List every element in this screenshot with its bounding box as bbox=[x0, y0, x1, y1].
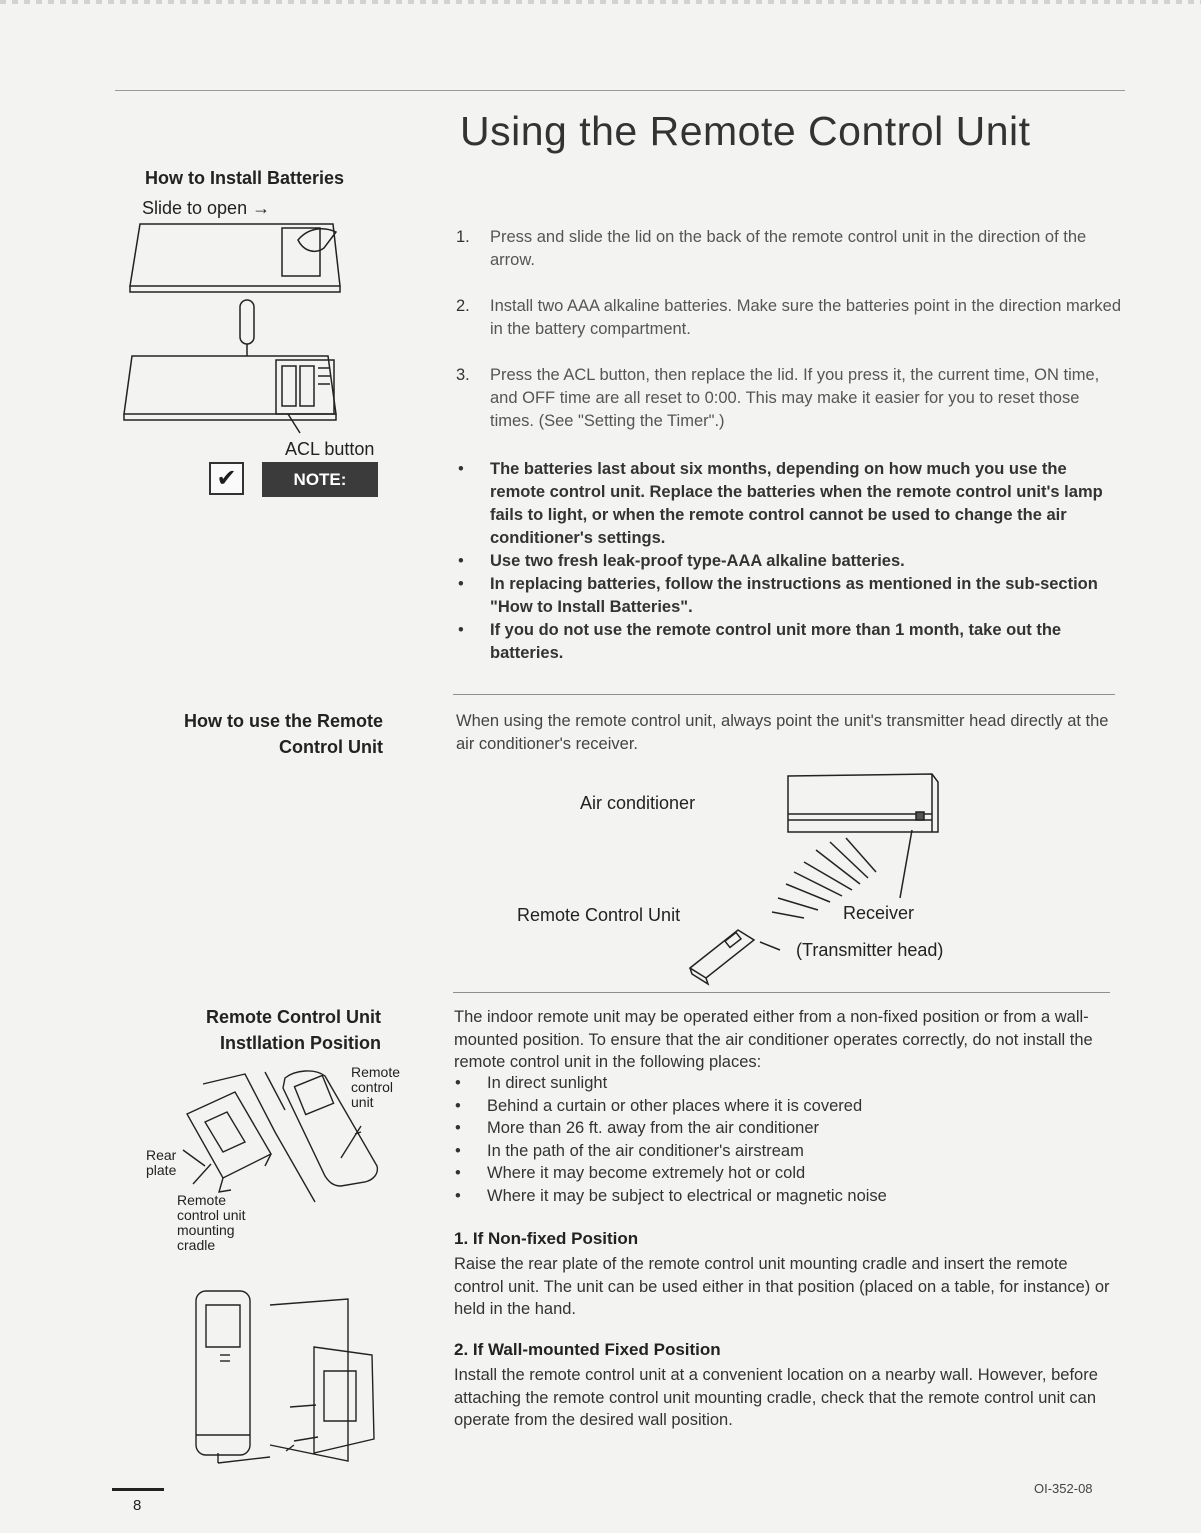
list-item: • Behind a curtain or other places where it is covered bbox=[455, 1095, 1105, 1118]
battery-notes bbox=[456, 458, 1121, 665]
non-fixed-text: Raise the rear plate of the remote control unit mounting cradle and insert the remote control unit. The unit can be used either in that position (placed on a table, for instance) or held in the hand. bbox=[454, 1255, 1110, 1319]
battery-install-illustration bbox=[118, 218, 358, 438]
section-divider bbox=[453, 992, 1110, 993]
page-number-bar bbox=[112, 1488, 164, 1491]
note-item: • If you do not use the remote control unit more than 1 month, take out the batteries. bbox=[456, 619, 1121, 665]
note-item: • In replacing batteries, follow the instructions as mentioned in the sub-section "How to Install Batteries". bbox=[456, 573, 1121, 619]
check-icon: ✔ bbox=[209, 462, 244, 495]
note-item: • Use two fresh leak-proof type-AAA alkaline batteries. bbox=[456, 550, 1121, 573]
slide-to-open-label: Slide to open → bbox=[142, 198, 271, 218]
arrow-right-icon: → bbox=[252, 198, 271, 218]
transmitter-head-label: (Transmitter head) bbox=[796, 940, 944, 960]
air-conditioner-label: Air conditioner bbox=[580, 793, 696, 813]
wall-mounted-text: Install the remote control unit at a convenient location on a nearby wall. However, before attaching the remote control unit mounting cradle, check that the remote control unit can operate from the desired wall position. bbox=[454, 1366, 1098, 1430]
acl-button-label: ACL button bbox=[285, 439, 375, 459]
note-badge: NOTE: bbox=[262, 462, 378, 497]
note-item: • The batteries last about six months, depending on how much you use the remote control unit. Replace the batteries when the remote control unit's lamp fails to light, or when the remote control cannot be used to change the air conditioner's settings. bbox=[456, 458, 1121, 550]
page-number: 8 bbox=[133, 1497, 142, 1514]
battery-steps bbox=[456, 226, 1121, 456]
section-divider bbox=[453, 694, 1115, 695]
avoid-places-list bbox=[455, 1072, 1105, 1208]
list-item: • In direct sunlight bbox=[455, 1072, 1105, 1095]
step-item: 2. Install two AAA alkaline batteries. Make sure the batteries point in the direction marked in the battery compartment. bbox=[456, 297, 1122, 338]
mounting-cradle-callout: Remote control unit mounting cradle bbox=[177, 1192, 246, 1253]
usage-text: When using the remote control unit, always point the unit's transmitter head directly at the air conditioner's receiver. bbox=[456, 712, 1109, 753]
page-title: Using the Remote Control Unit bbox=[460, 108, 1031, 154]
cradle-illustration bbox=[165, 1062, 395, 1212]
wall-mount-illustration bbox=[190, 1285, 390, 1470]
step-item: 1. Press and slide the lid on the back of the remote control unit in the direction of the arrow. bbox=[456, 228, 1087, 269]
header-rule bbox=[115, 90, 1125, 91]
remote-control-unit-callout: Remote control unit bbox=[351, 1064, 401, 1110]
remote-control-unit-label: Remote Control Unit bbox=[517, 905, 681, 925]
list-item: • Where it may be subject to electrical or magnetic noise bbox=[455, 1185, 1105, 1208]
usage-diagram-illustration bbox=[680, 770, 950, 985]
installation-heading: Remote Control Unit Instllation Position bbox=[206, 1007, 381, 1053]
installation-intro: The indoor remote unit may be operated either from a non-fixed position or from a wall-mounted position. To ensure that the air conditioner operates correctly, do not install the remote control unit in the following places: bbox=[454, 1008, 1093, 1072]
usage-heading: How to use the Remote Control Unit bbox=[183, 711, 383, 757]
list-item: • In the path of the air conditioner's airstream bbox=[455, 1140, 1105, 1163]
wall-mounted-heading: 2. If Wall-mounted Fixed Position bbox=[454, 1340, 721, 1359]
top-edge-dots bbox=[0, 0, 1201, 4]
document-id: OI-352-08 bbox=[1034, 1481, 1093, 1496]
receiver-label: Receiver bbox=[843, 903, 915, 923]
step-item: 3. Press the ACL button, then replace the lid. If you press it, the current time, ON time, and OFF time are all reset to 0:00. This may make it easier for you to reset those times. (See "Setting the Timer".) bbox=[456, 366, 1100, 430]
list-item: • Where it may become extremely hot or cold bbox=[455, 1162, 1105, 1185]
batteries-heading: How to Install Batteries bbox=[145, 168, 345, 188]
list-item: • More than 26 ft. away from the air conditioner bbox=[455, 1117, 1105, 1140]
non-fixed-heading: 1. If Non-fixed Position bbox=[454, 1229, 639, 1248]
rear-plate-callout: Rear plate bbox=[146, 1147, 177, 1178]
